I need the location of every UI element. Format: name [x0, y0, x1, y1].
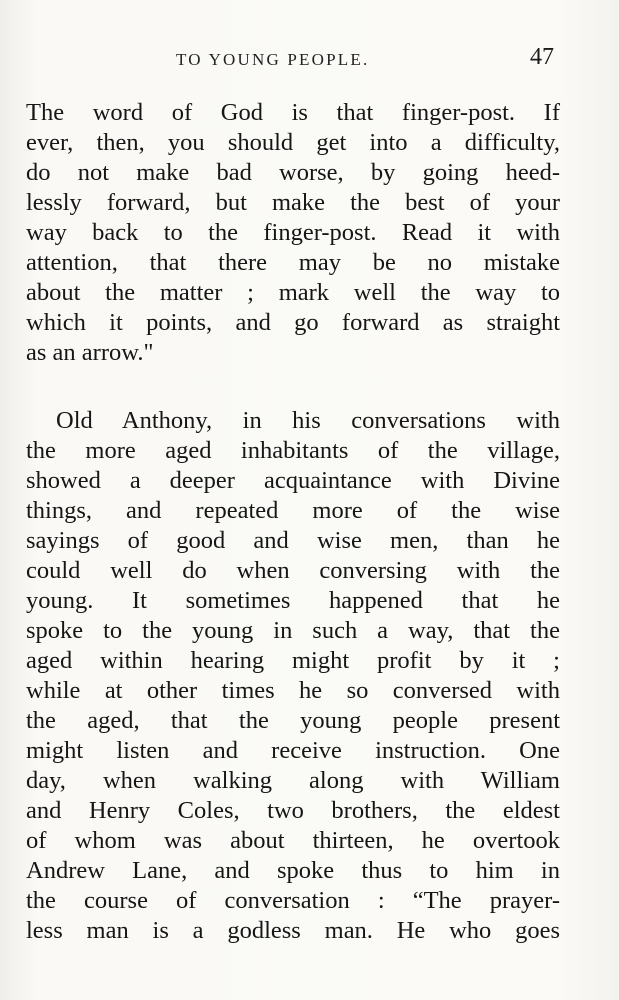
text-line: spoke to the young in such a way, that the [26, 617, 560, 644]
text-line: of whom was about thirteen, he overtook [26, 827, 560, 854]
paragraph-spacer [26, 368, 560, 406]
running-head: TO YOUNG PEOPLE. [176, 50, 370, 69]
body-text [26, 98, 560, 946]
text-line: while at other times he so conversed with [26, 677, 560, 704]
text-line: could well do when conversing with the [26, 557, 560, 584]
text-line: young. It sometimes happened that he [26, 587, 560, 614]
text-line: Andrew Lane, and spoke thus to him in [26, 857, 560, 884]
text-line: less man is a godless man. He who goes [26, 917, 560, 944]
text-line: aged within hearing might profit by it ; [26, 647, 560, 674]
text-line: do not make bad worse, by going heed- [26, 159, 560, 186]
text-line: lessly forward, but make the best of your [26, 189, 560, 216]
text-line: might listen and receive instruction. One [26, 737, 560, 764]
text-line: the more aged inhabitants of the village, [26, 437, 560, 464]
text-line: The word of God is that finger-post. If [26, 99, 560, 126]
text-line: the aged, that the young people present [26, 707, 560, 734]
page-header [0, 44, 619, 76]
text-line: way back to the finger-post. Read it with [26, 219, 560, 246]
text-line: ever, then, you should get into a difficulty, [26, 129, 560, 156]
text-line: day, when walking along with William [26, 767, 560, 794]
text-line: about the matter ; mark well the way to [26, 279, 560, 306]
text-line: showed a deeper acquaintance with Divine [26, 467, 560, 494]
text-line: sayings of good and wise men, than he [26, 527, 560, 554]
text-line: attention, that there may be no mistake [26, 249, 560, 276]
paragraph-2 [26, 406, 560, 946]
text-line: the course of conversation : “The prayer- [26, 887, 560, 914]
paragraph-1 [26, 98, 560, 368]
text-line: Old Anthony, in his conversations with [56, 407, 560, 434]
text-line: as an arrow." [26, 339, 154, 366]
text-line: which it points, and go forward as straight [26, 309, 560, 336]
page-number: 47 [530, 44, 554, 70]
text-line: and Henry Coles, two brothers, the eldest [26, 797, 560, 824]
text-line: things, and repeated more of the wise [26, 497, 560, 524]
